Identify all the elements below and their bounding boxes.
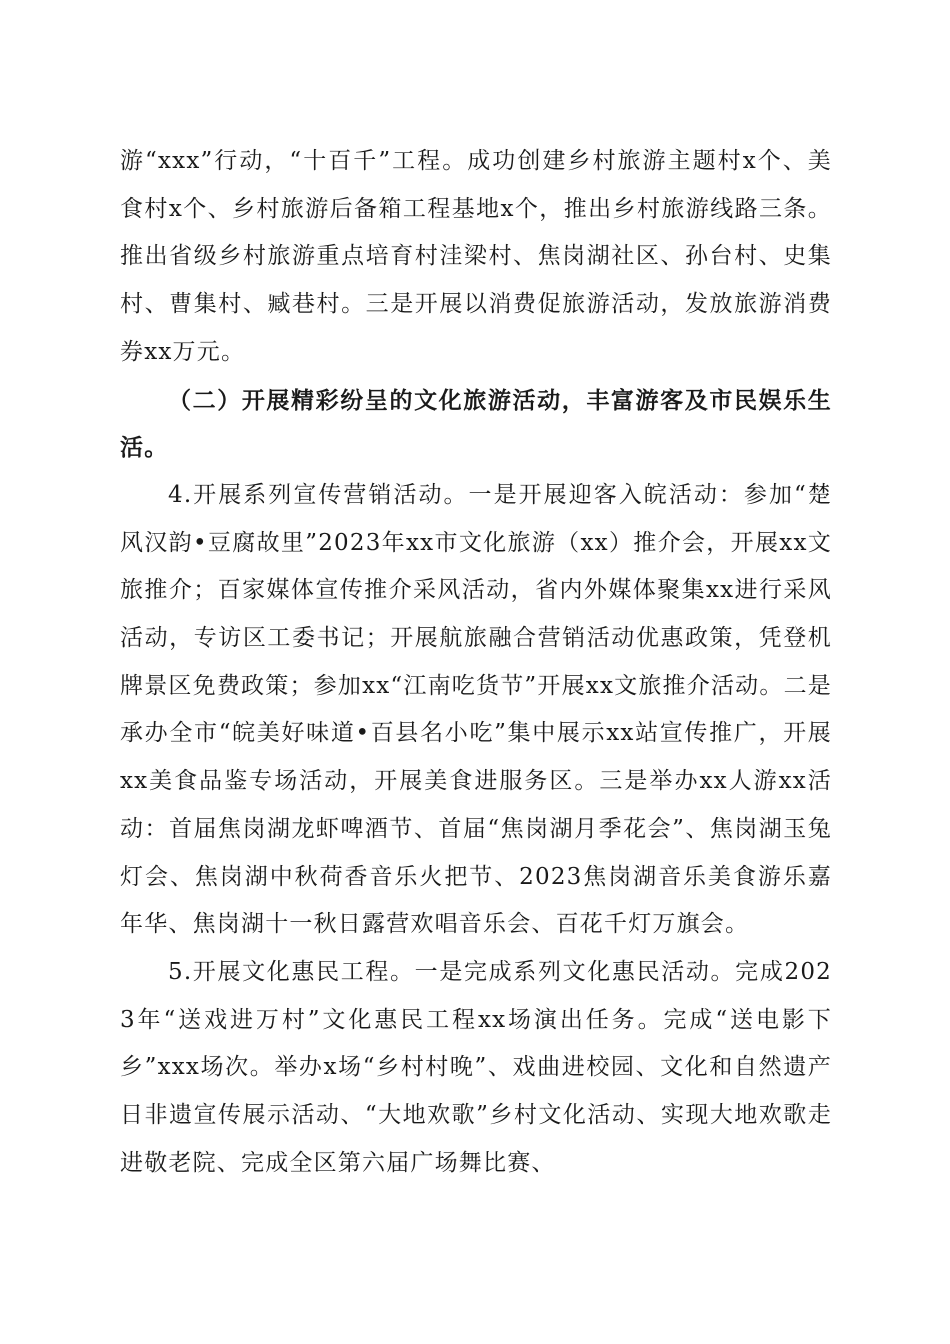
paragraph-item-5: 5.开展文化惠民工程。一是完成系列文化惠民活动。完成2023年“送戏进万村”文化惠民工程xx场演出任务。完成“送电影下乡”xxx场次。举办x场“乡村村晚”、戏曲进校园、文化和自然遗产日非遗宣传展示活动、“大地欢歌”乡村文化活动、实现大地欢歌走进敬老院、完成全区第六届广场舞比赛、 bbox=[120, 958, 832, 1176]
paragraph-item-4: 4.开展系列宣传营销活动。一是开展迎客入皖活动：参加“楚风汉韵•豆腐故里”2023年xx市文化旅游（xx）推介会，开展xx文旅推介；百家媒体宣传推介采风活动，省内外媒体聚集xx进行采风活动，专访区工委书记；开展航旅融合营销活动优惠政策，凭登机牌景区免费政策；参加xx“江南吃货节”开展xx文旅推介活动。二是承办全市“皖美好味道•百县名小吃”集中展示xx站宣传推广，开展xx美食品鉴专场活动，开展美食进服务区。三是举办xx人游xx活动：首届焦岗湖龙虾啤酒节、首届“焦岗湖月季花会”、焦岗湖玉兔灯会、焦岗湖中秋荷香音乐火把节、2023焦岗湖音乐美食游乐嘉年华、焦岗湖十一秋日露营欢唱音乐会、百花千灯万旗会。 bbox=[120, 481, 832, 938]
paragraph-continued: 游“xxx”行动，“十百千”工程。成功创建乡村旅游主题村x个、美食村x个、乡村旅游后备箱工程基地x个，推出乡村旅游线路三条。推出省级乡村旅游重点培育村洼梁村、焦岗湖社区、孙台村、史集村、曹集村、臧巷村。三是开展以消费促旅游活动，发放旅游消费券xx万元。 bbox=[120, 148, 832, 365]
document-body bbox=[120, 138, 832, 1187]
section-heading: （二）开展精彩纷呈的文化旅游活动，丰富游客及市民娱乐生活。 bbox=[120, 386, 832, 462]
